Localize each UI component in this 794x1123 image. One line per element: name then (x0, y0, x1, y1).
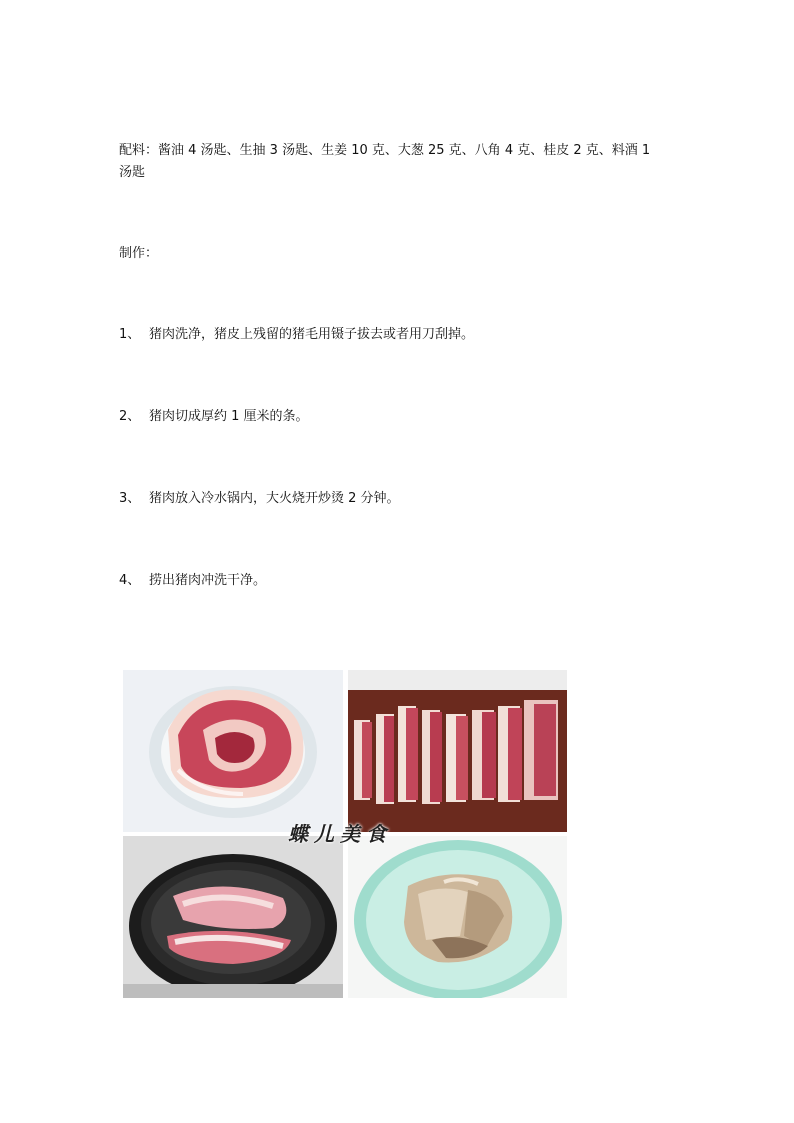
step-text: 猪肉切成厚约 1 厘米的条。 (149, 409, 309, 424)
step-2 (119, 406, 679, 428)
step-3 (119, 488, 679, 510)
photo-grid (123, 670, 567, 998)
photo-raw-pork-on-plate (123, 670, 343, 832)
photo-sliced-pork-strips (348, 670, 567, 832)
step-text: 猪肉放入冷水锅内，大火烧开炒烫 2 分钟。 (149, 491, 400, 506)
step-1 (119, 324, 679, 346)
step-number: 2、 (119, 409, 141, 424)
method-heading: 制作： (119, 246, 159, 261)
step-number: 4、 (119, 573, 141, 588)
watermark-text: 蝶儿美食 (288, 822, 392, 846)
ingredients-paragraph (119, 140, 679, 184)
photo-pork-in-wok (123, 836, 343, 998)
step-text: 捞出猪肉冲洗干净。 (149, 573, 267, 588)
ingredients-line-2: 汤匙 (119, 165, 146, 180)
step-number: 3、 (119, 491, 141, 506)
step-text: 猪肉洗净，猪皮上残留的猪毛用镊子拔去或者用刀刮掉。 (149, 327, 475, 342)
photo-rinsed-pork-in-bowl (348, 836, 567, 998)
ingredients-line-1: 配料：酱油 4 汤匙、生抽 3 汤匙、生姜 10 克、大葱 25 克、八角 4 克、桂皮 2 克、料酒 1 (119, 143, 651, 158)
step-4 (119, 570, 679, 592)
step-number: 1、 (119, 327, 141, 342)
